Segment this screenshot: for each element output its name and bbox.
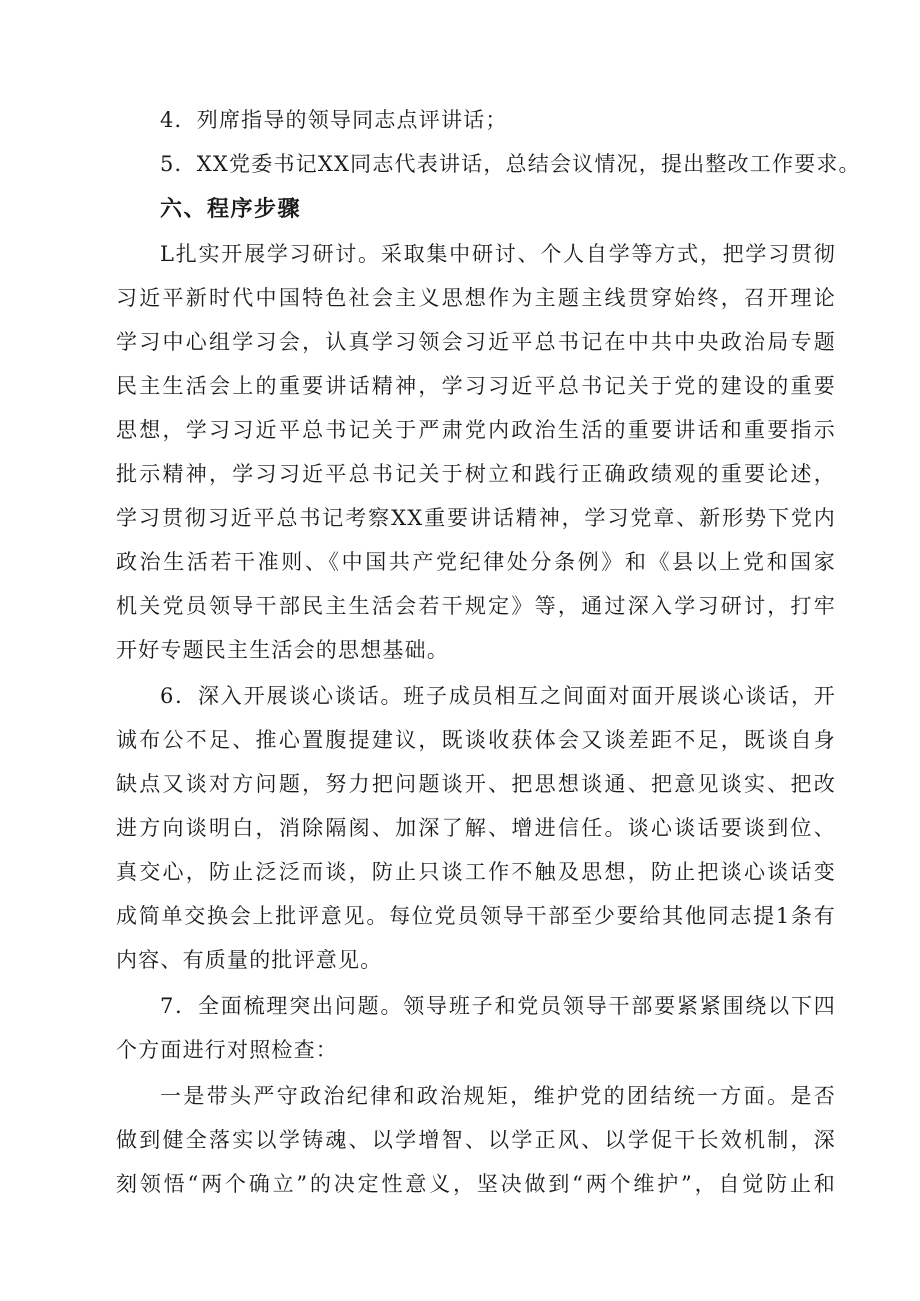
para-1-line-7: 学习贯彻习近平总书记考察XX重要讲话精神，学习党章、新形势下党内 [116,506,836,530]
para-2-line-4: 进方向谈明白，消除隔阂、加深了解、增进信任。谈心谈话要谈到位、 [116,816,836,840]
para-3-line-1: 7．全面梳理突出问题。领导班子和党员领导干部要紧紧围绕以下四 [160,994,836,1018]
para-1-line-2: 习近平新时代中国特色社会主义思想作为主题主线贯穿始终，召开理论 [116,286,836,310]
para-2-line-2: 诚布公不足、推心置腹提建议，既谈收获体会又谈差距不足，既谈自身 [116,728,836,752]
para-4-line-3: 刻领悟“两个确立”的决定性意义，坚决做到“两个维护”，自觉防止和 [116,1172,836,1196]
para-1-line-3: 学习中心组学习会，认真学习领会习近平总书记在中共中央政治局专题 [116,330,836,354]
para-1-line-10: 开好专题民主生活会的思想基础。 [116,638,449,662]
para-3-line-2: 个方面进行对照检查： [116,1038,338,1062]
para-1-line-8: 政治生活若干准则、《中国共产党纪律处分条例》和《县以上党和国家 [116,550,836,574]
para-2-line-7: 内容、有质量的批评意见。 [116,948,383,972]
para-4-line-2: 做到健全落实以学铸魂、以学增智、以学正风、以学促干长效机制，深 [116,1128,836,1152]
para-1-line-5: 思想，学习习近平总书记关于严肃党内政治生活的重要讲话和重要指示 [116,418,836,442]
section-heading: 六、程序步骤 [160,197,302,222]
para-1-line-1: L扎实开展学习研讨。采取集中研讨、个人自学等方式，把学习贯彻 [160,242,836,266]
item-5: 5．XX党委书记XX同志代表讲话，总结会议情况，提出整改工作要求。 [160,152,861,176]
para-1-line-9: 机关党员领导干部民主生活会若干规定》等，通过深入学习研讨，打牢 [116,594,836,618]
para-1-line-4: 民主生活会上的重要讲话精神，学习习近平总书记关于党的建设的重要 [116,374,836,398]
para-2-line-6: 成简单交换会上批评意见。每位党员领导干部至少要给其他同志提1条有 [116,904,836,928]
para-2-line-1: 6．深入开展谈心谈话。班子成员相互之间面对面开展谈心谈话，开 [160,684,836,708]
para-2-line-5: 真交心，防止泛泛而谈，防止只谈工作不触及思想，防止把谈心谈话变 [116,860,836,884]
para-4-line-1: 一是带头严守政治纪律和政治规矩，维护党的团结统一方面。是否 [160,1084,836,1108]
item-4: 4．列席指导的领导同志点评讲话； [160,108,508,132]
para-2-line-3: 缺点又谈对方问题，努力把问题谈开、把思想谈通、把意见谈实、把改 [116,772,836,796]
para-1-line-6: 批示精神，学习习近平总书记关于树立和践行正确政绩观的重要论述， [116,462,836,486]
